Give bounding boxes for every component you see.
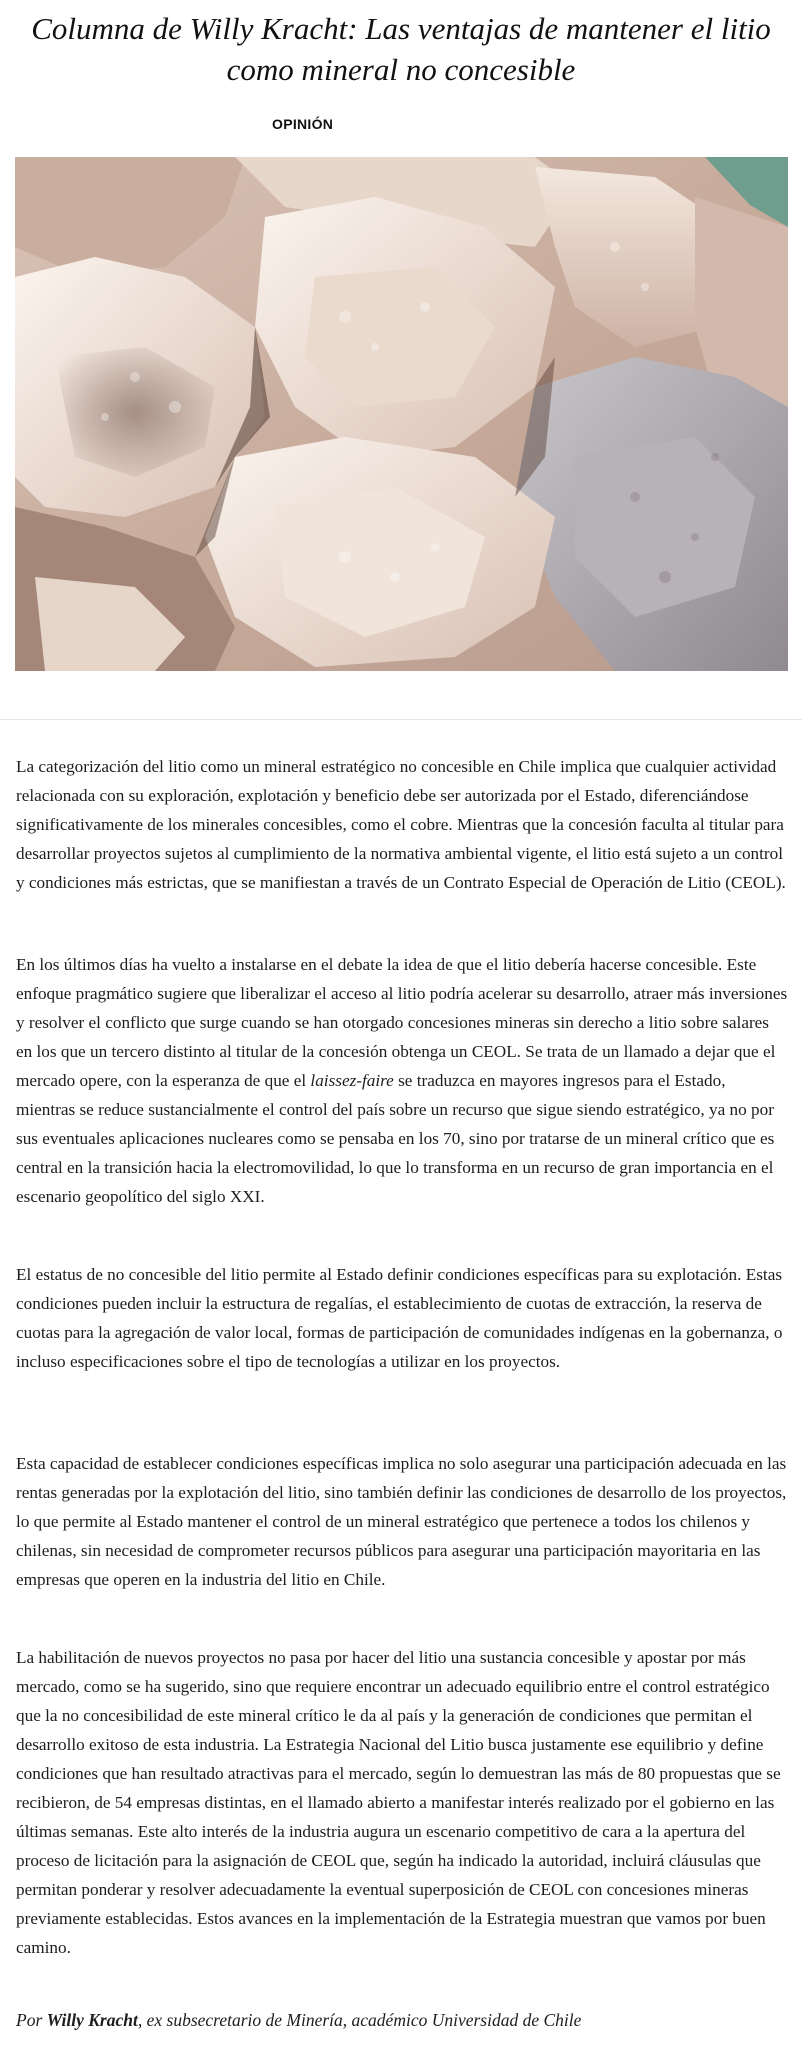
section-tag[interactable]: OPINIÓN: [272, 116, 334, 132]
byline-prefix: Por: [16, 2010, 47, 2030]
paragraph-4: Esta capacidad de establecer condiciones específicas implica no solo asegurar una participación adecuada en las rentas generadas por la explotación del litio, sino también definir las condiciones de desarrollo de los proyectos, lo que permite al Estado mantener el control de un mineral estratégico que pertenece a todos los chilenos y chilenas, sin necesidad de comprometer recursos públicos para asegurar una participación mayoritaria en las empresas que operen en la industria del litio en Chile.: [16, 1454, 787, 1589]
paragraph-2: [16, 950, 788, 1211]
paragraph-2-part-2: se traduzca en mayores ingresos para el Estado, mientras se reduce sustancialmente el control del país sobre un recurso que sigue siendo estratégico, ya no por sus eventuales aplicaciones nucleares como se pensaba en los 70, sino por tratarse de un mineral crítico que es central en la transición hacia la electromovilidad, lo que lo transforma en un recurso de gran importancia en el escenario geopolítico del siglo XXI.: [16, 1071, 775, 1206]
lithium-rocks-illustration: [15, 157, 788, 671]
divider: [0, 719, 802, 720]
paragraph-2-part-1: En los últimos días ha vuelto a instalarse en el debate la idea de que el litio debería hacerse concesible. Este enfoque pragmático sugiere que liberalizar el acceso al litio podría acelerar su desarrollo, atraer más inversiones y resolver el conflicto que surge cuando se han otorgado concesiones mineras sin derecho a litio sobre salares en los que un tercero distinto al titular de la concesión obtenga un CEOL. Se trata de un llamado a dejar que el mercado opere, con la esperanza de que el: [16, 955, 788, 1090]
byline: [16, 2006, 581, 2035]
byline-role: , ex subsecretario de Minería, académico Universidad de Chile: [137, 2010, 582, 2030]
hero-image: [15, 157, 788, 671]
paragraph-2-italic: laissez-faire: [310, 1071, 394, 1090]
paragraph-5: La habilitación de nuevos proyectos no pasa por hacer del litio una sustancia concesible y apostar por más mercado, como se ha sugerido, sino que requiere encontrar un adecuado equilibrio entre el control estratégico que la no concesibilidad de este mineral crítico le da al país y la generación de condiciones que permitan el desarrollo exitoso de esta industria. La Estrategia Nacional del Litio busca justamente ese equilibrio y define condiciones que han resultado atractivas para el mercado, según lo demuestran las más de 80 propuestas que se recibieron, de 54 empresas distintas, en el llamado abierto a manifestar interés realizado por el gobierno en las últimas semanas. Este alto interés de la industria augura un escenario competitivo de cara a la apertura del proceso de licitación para la asignación de CEOL que, según ha indicado la autoridad, incluirá cláusulas que permitan ponderar y resolver adecuadamente la eventual superposición de CEOL con concesiones mineras previamente establecidas. Estos avances en la implementación de la Estrategia muestran que vamos por buen camino.: [16, 1648, 781, 1957]
byline-author[interactable]: Willy Kracht: [46, 2010, 138, 2030]
paragraph-3: El estatus de no concesible del litio permite al Estado definir condiciones específicas para su explotación. Estas condiciones pueden incluir la estructura de regalías, el establecimiento de cuotas de extracción, la reserva de cuotas para la agregación de valor local, formas de participación de comunidades indígenas en la gobernanza, o incluso especificaciones sobre el tipo de tecnologías a utilizar en los proyectos.: [16, 1265, 783, 1371]
paragraph-1: La categorización del litio como un mineral estratégico no concesible en Chile implica que cualquier actividad relacionada con su exploración, explotación y beneficio debe ser autorizada por el Estado, diferenciándose significativamente de los minerales concesibles, como el cobre. Mientras que la concesión faculta al titular para desarrollar proyectos sujetos al cumplimiento de la normativa ambiental vigente, el litio está sujeto a un control y condiciones más estrictas, que se manifiestan a través de un Contrato Especial de Operación de Litio (CEOL).: [16, 757, 786, 892]
article-title: Columna de Willy Kracht: Las ventajas de mantener el litio como mineral no concesible: [31, 11, 771, 87]
